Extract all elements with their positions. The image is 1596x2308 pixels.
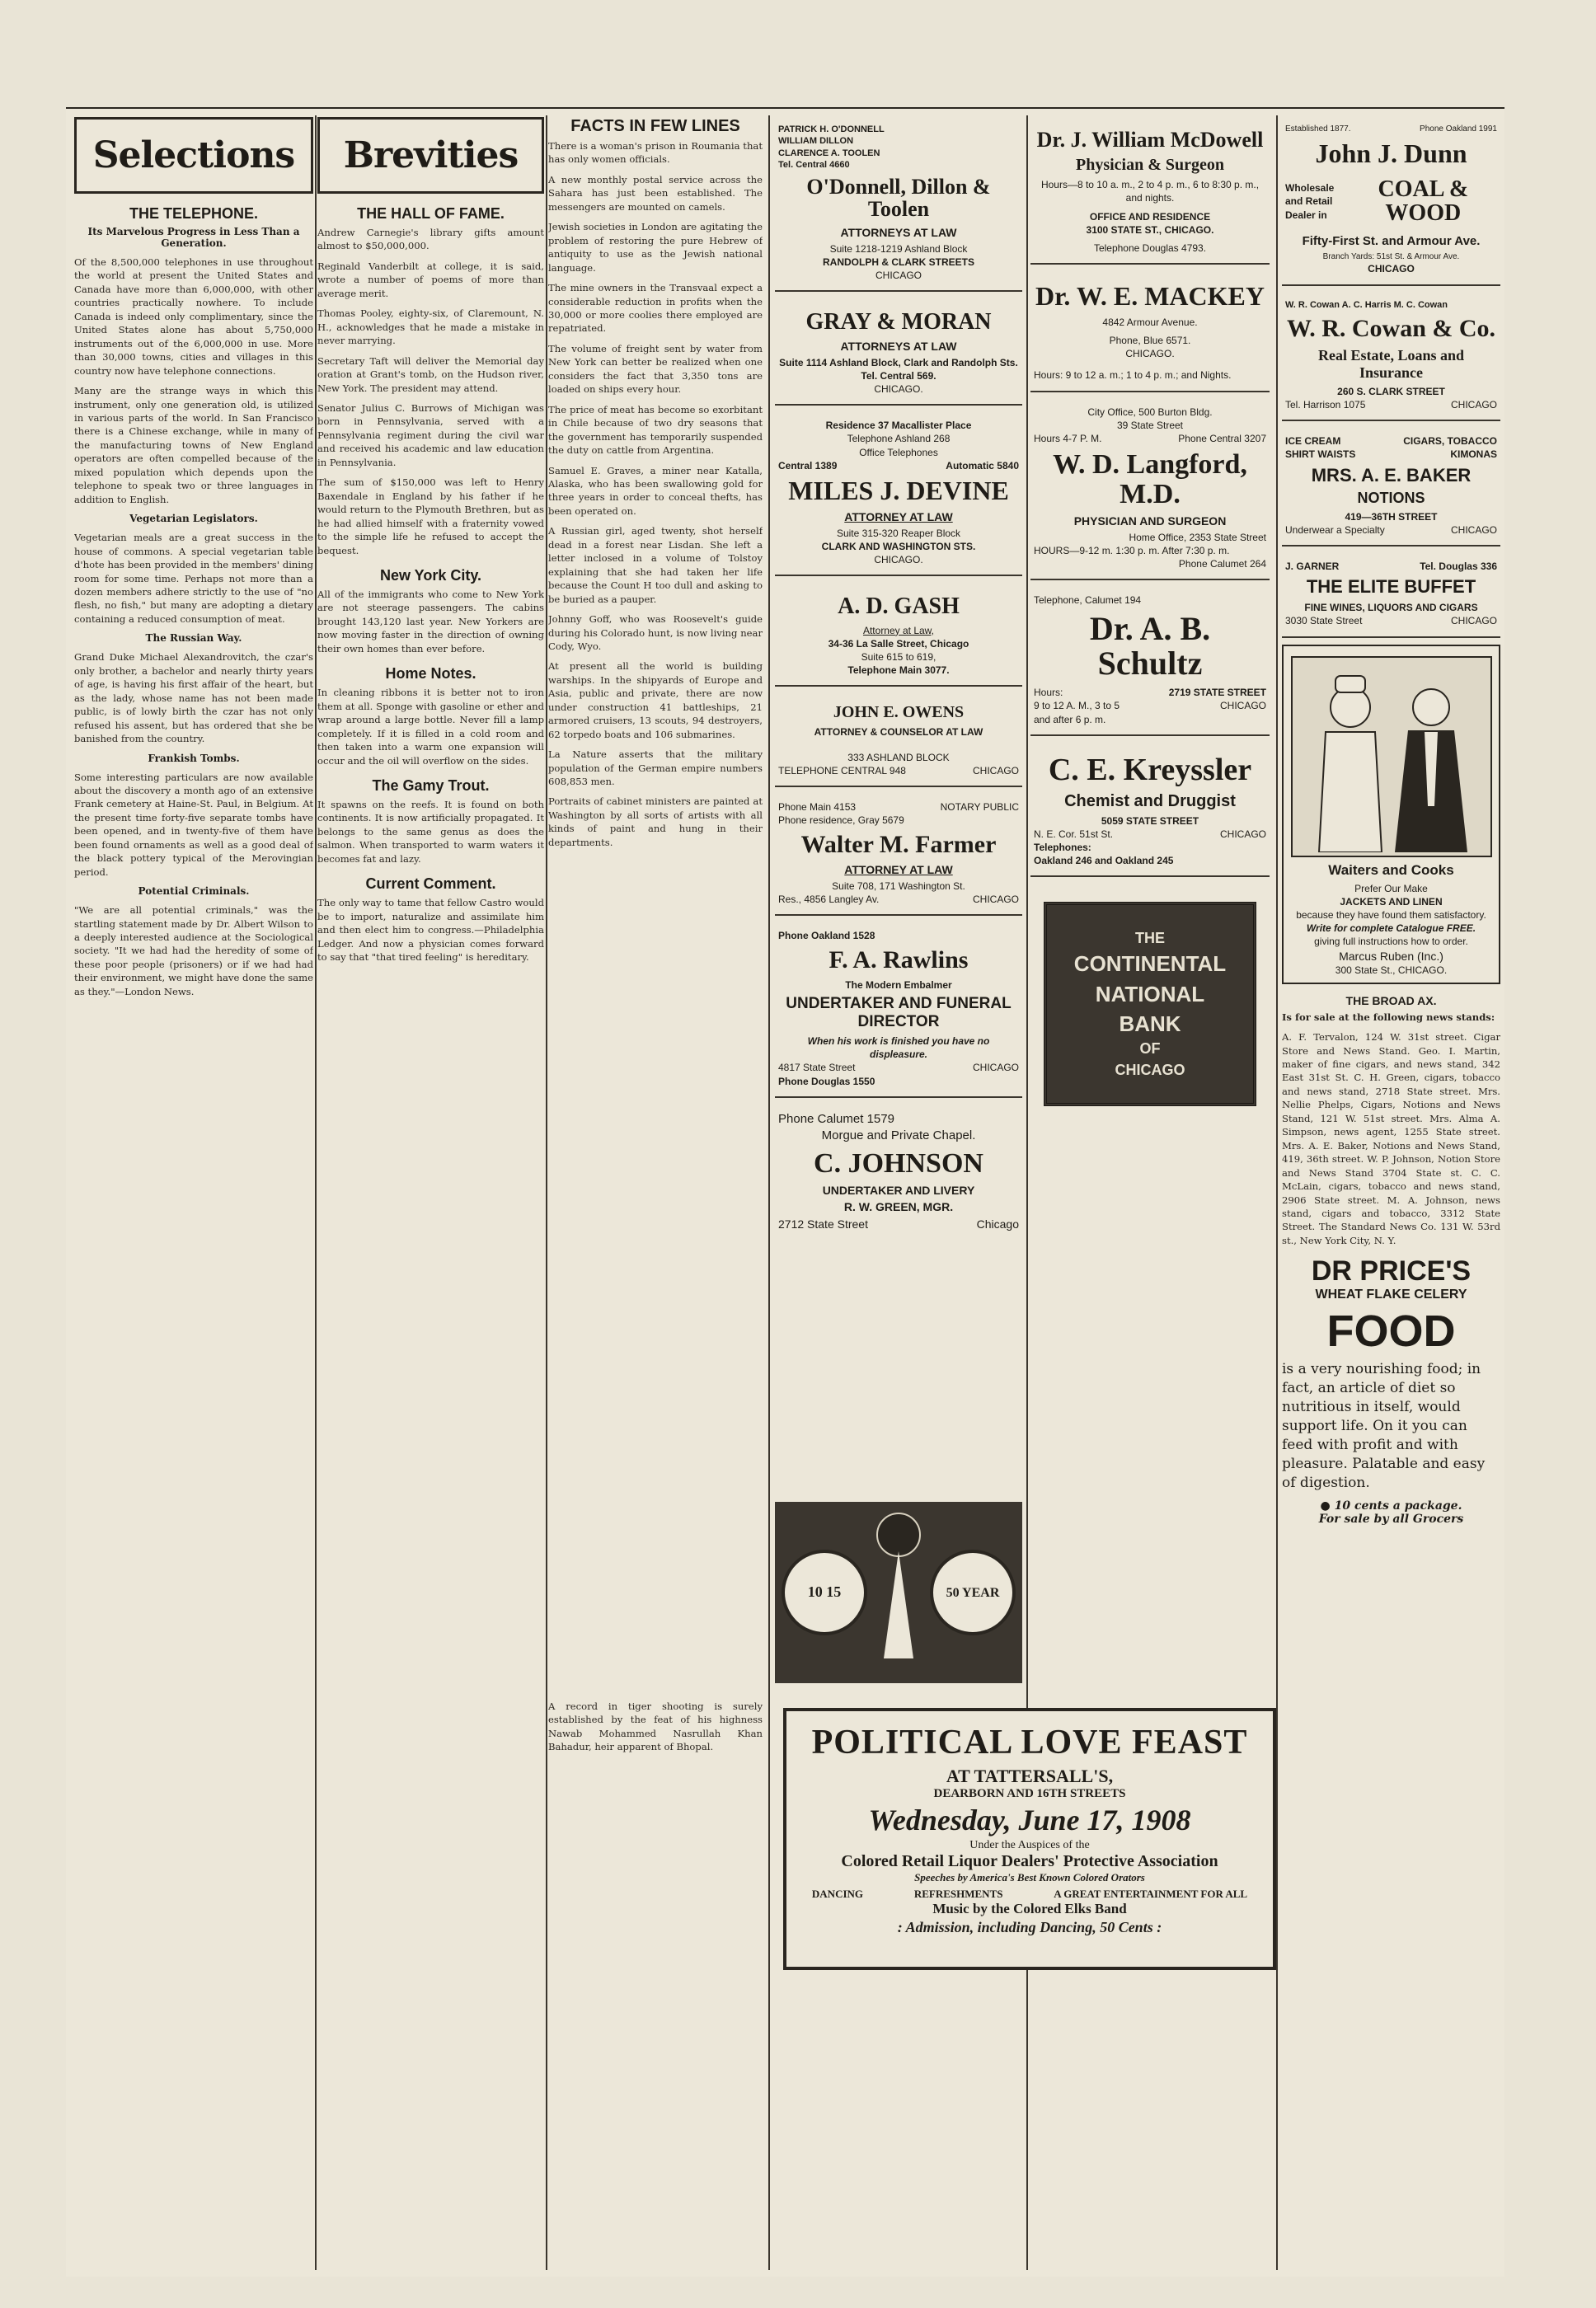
criminals-heading: Potential Criminals.	[138, 885, 250, 898]
elite-wines: FINE WINES, LIQUORS AND CIGARS	[1304, 602, 1478, 614]
feast-auspices: Under the Auspices of the	[969, 1839, 1090, 1851]
attorney-role: ATTORNEY AT LAW	[844, 862, 953, 876]
cowan-firm: W. R. Cowan & Co.	[1286, 315, 1496, 343]
garner-telephone: Tel. Douglas 336	[1420, 561, 1497, 573]
dunn-established: Established 1877.	[1285, 124, 1351, 134]
langford-hours: HOURS—9-12 m. 1:30 p. m. After 7:30 p. m.	[1034, 544, 1230, 556]
devine-ad	[775, 412, 1022, 576]
undertaker-manager: R. W. GREEN, MGR.	[843, 1199, 954, 1213]
dunn-address: Fifty-First St. and Armour Ave.	[1302, 233, 1481, 248]
baker-city: CHICAGO	[1450, 523, 1497, 536]
schultz-ad	[1030, 587, 1270, 736]
baker-address: 419—36TH STREET	[1345, 510, 1438, 523]
dunn-coal-ad	[1282, 117, 1500, 286]
facts-paragraph: There is a woman's prison in Roumania that has only women officials.	[548, 140, 763, 166]
medal-illustration	[775, 1502, 1022, 1683]
dr-prices-food-ad	[1282, 1255, 1500, 1526]
waiters-drawing	[1293, 658, 1487, 852]
automatic-phone: Automatic 5840	[946, 459, 1019, 471]
bank-line: CONTINENTAL	[1073, 951, 1227, 977]
medal-left-label: 10 15	[807, 1583, 842, 1600]
druggist-name: C. E. Kreyssler	[1048, 752, 1252, 787]
ad-telephone: Tel. Central 4660	[778, 159, 850, 170]
fame-paragraph: Thomas Pooley, eighty-six, of Claremount, N. H., acknowledges that he made a mistake in never marrying.	[317, 307, 544, 347]
elite-city: CHICAGO	[1450, 615, 1497, 627]
vegetarian-heading: Vegetarian Legislators.	[129, 513, 258, 525]
elite-name: THE ELITE BUFFET	[1306, 576, 1476, 598]
waiters-ad	[1282, 645, 1500, 984]
attorney-city: CHICAGO	[972, 764, 1019, 776]
waiters-text: because they have found them satisfactory.	[1296, 908, 1486, 921]
new-york-paragraph: All of the immigrants who come to New York are not steerage passengers. The cabins brought 143,120 last year. New Yorkers are now moving faster in the direction of owning their own homes than ever before.	[317, 588, 544, 654]
physician-city: CHICAGO.	[1125, 348, 1175, 360]
baker-item: SHIRT WAISTS	[1285, 448, 1356, 461]
firm-name: O'Donnell, Dillon & Toolen	[806, 175, 991, 222]
frankish-heading: Frankish Tombs.	[148, 752, 240, 764]
notary-label: NOTARY PUBLIC	[940, 800, 1019, 813]
cowan-services: Real Estate, Loans and Insurance	[1317, 346, 1465, 381]
baker-item: ICE CREAM	[1285, 435, 1341, 448]
langford-phone: Phone Central 3207	[1178, 432, 1266, 444]
partner-name: WILLIAM DILLON	[778, 136, 854, 147]
mcdowell-ad	[1030, 117, 1270, 265]
physician-address: 4842 Armour Avenue.	[1102, 316, 1198, 328]
firm-city: CHICAGO	[875, 270, 922, 282]
physician-hours: Hours—8 to 10 a. m., 2 to 4 p. m., 6 to 8:30 p. m., and nights.	[1040, 179, 1260, 204]
firm-address: Suite 1218-1219 Ashland Block	[829, 242, 968, 255]
druggist-city: CHICAGO	[1219, 828, 1266, 840]
dunn-wholesale: Wholesale and Retail Dealer in	[1285, 182, 1335, 221]
column-merchant-ads	[1282, 117, 1500, 2268]
bank-line: CHICAGO	[1115, 1061, 1185, 1078]
attorney-name: Walter M. Farmer	[800, 831, 997, 859]
fame-paragraph: Secretary Taft will deliver the Memorial day oration at Grant's tomb, on the Hudson river, New York. The president may attend.	[317, 354, 544, 394]
baker-ad	[1282, 428, 1500, 547]
cowan-partners: W. R. Cowan A. C. Harris M. C. Cowan	[1285, 299, 1448, 310]
feast-admission: : Admission, including Dancing, 50 Cents :	[897, 1919, 1162, 1935]
waiters-heading: Waiters and Cooks	[1328, 861, 1454, 878]
cowan-ad	[1282, 293, 1500, 422]
waiters-text: JACKETS AND LINEN	[1340, 895, 1443, 908]
undertaker-city: Chicago	[976, 1217, 1019, 1231]
attorney-role: ATTORNEY & COUNSELOR AT LAW	[814, 726, 983, 739]
schultz-telephone: Telephone, Calumet 194	[1034, 594, 1142, 607]
druggist-telephones-label: Telephones:	[1034, 842, 1091, 854]
druggist-corner: N. E. Cor. 51st St.	[1034, 828, 1114, 840]
facts-paragraph: The mine owners in the Transvaal expect a considerable reduction in profits when the 30,000 or more coolies there employed are repatriated.	[548, 282, 763, 335]
fame-paragraph: The sum of $150,000 was left to Henry Baxendale in England by his father if he would return to the Plymouth Brethren, but as he had allied himself with a fraternity vowed to the simple life he refused to accept the bequest.	[317, 476, 544, 556]
home-notes-paragraph: In cleaning ribbons it is better not to iron them at all. Sponge with gasoline or ether and wrap around a large bottle. Never fill a lamp completely. If it is filled in a cold room and then taken into a warm one expansion will occur and the oil will overflow on the sides.	[317, 687, 544, 767]
rawlins-ad	[775, 922, 1022, 1098]
telephone-line: Telephone Ashland 268	[847, 433, 951, 445]
facts-paragraph: Jewish societies in London are agitating the problem of restoring the pure Hebrew of antiquity to use as the Jewish national language.	[548, 221, 763, 274]
attorney-name: MILES J. DEVINE	[788, 476, 1009, 506]
facts-paragraph: The volume of freight sent by water from New York can better be realized when one considers the fact that 3,350 tons are loaded on ships every hour.	[548, 342, 763, 396]
home-notes-heading: Home Notes.	[385, 665, 476, 683]
bank-line: THE	[1134, 930, 1165, 947]
gash-ad	[775, 583, 1022, 687]
schultz-hours: 9 to 12 A. M., 3 to 5	[1034, 700, 1120, 712]
feast-music: Music by the Colored Elks Band	[932, 1901, 1127, 1916]
garner-name: J. GARNER	[1285, 561, 1340, 573]
undertaker-phone: Phone Douglas 1550	[778, 1075, 875, 1087]
langford-office: 39 State Street	[1116, 419, 1184, 431]
gray-moran-ad	[775, 298, 1022, 406]
schultz-evening-hours: and after 6 p. m.	[1034, 713, 1106, 725]
facts-paragraph: Portraits of cabinet ministers are painted at Washington by all sorts of artists with all kinds of paint and hung in their departments.	[548, 795, 763, 848]
column-rule	[1276, 115, 1278, 2270]
facts-paragraph: The price of meat has become so exorbitant in Chile because of two dry seasons that the government has temporarily suspended the duty on cattle from Argentina.	[548, 403, 763, 457]
attorney-city: CHICAGO.	[874, 554, 923, 566]
partner-name: CLARENCE A. TOOLEN	[778, 148, 880, 158]
attorney-address: Suite 708, 171 Washington St.	[832, 880, 965, 892]
bank-line: BANK	[1119, 1011, 1181, 1037]
mackey-ad	[1030, 271, 1270, 392]
food-brand: DR PRICE'S	[1311, 1255, 1472, 1288]
vegetarian-paragraph: Vegetarian meals are a great success in the house of commons. A special vegetarian table d'hote has been provided in the members' dining room for some time. Perhaps not more than a dozen members adhere strictly to the use of "no flesh, no fish," but many are adopting a dietary containing a reduced consumption of meat.	[74, 532, 313, 625]
telephone-line: Office Telephones	[859, 446, 938, 458]
undertaker-address: 4817 State Street	[778, 1062, 856, 1074]
baker-name: MRS. A. E. BAKER	[1311, 464, 1472, 486]
druggist-telephones: Oakland 246 and Oakland 245	[1034, 855, 1174, 867]
physician-telephone: Telephone Douglas 4793.	[1093, 242, 1207, 255]
attorney-residence: Res., 4856 Langley Av.	[778, 893, 880, 905]
food-word: FOOD	[1326, 1306, 1456, 1357]
attorney-address: 333 ASHLAND BLOCK	[847, 751, 950, 763]
attorney-address: Suite 315-320 Reaper Block	[836, 527, 961, 539]
feast-title: POLITICAL LOVE FEAST	[811, 1724, 1248, 1761]
firm-name: GRAY & MORAN	[805, 309, 992, 335]
russian-heading: The Russian Way.	[145, 632, 242, 645]
farmer-phone: Phone Main 4153	[778, 800, 857, 813]
medal-right-label: 50 YEAR	[946, 1586, 1000, 1600]
baker-item: KIMONAS	[1450, 448, 1497, 461]
fame-paragraph: Senator Julius C. Burrows of Michigan was born in Pennsylvania, served with a Pennsylvania regiment during the civil war and received his academic and law education in Pennsylvania.	[317, 401, 544, 468]
langford-home: Home Office, 2353 State Street	[1129, 531, 1266, 543]
column-rule	[315, 115, 317, 2270]
feast-dancing: DANCING	[811, 1888, 864, 1900]
physician-name: Dr. J. William McDowell	[1036, 128, 1264, 152]
column-attorney-ads	[775, 117, 1022, 1683]
druggist-role: Chemist and Druggist	[1064, 791, 1236, 810]
central-phone: Central 1389	[778, 459, 838, 471]
langford-office: City Office, 500 Burton Bldg.	[1087, 406, 1213, 418]
waiters-address: 300 State St., CHICAGO.	[1335, 964, 1448, 977]
gamy-trout-heading: The Gamy Trout.	[372, 776, 490, 794]
selections-masthead: Selections	[74, 117, 313, 194]
column-rule	[768, 115, 770, 2270]
attorney-address: CLARK AND WASHINGTON STS.	[821, 540, 976, 552]
owens-ad	[775, 693, 1022, 787]
schultz-city: CHICAGO	[1219, 700, 1266, 712]
feast-streets: DEARBORN AND 16TH STREETS	[933, 1787, 1126, 1800]
column-facts-continued	[548, 1700, 763, 2268]
firm-role: ATTORNEYS AT LAW	[840, 225, 957, 239]
elite-address: 3030 State Street	[1285, 615, 1363, 627]
food-subtitle: WHEAT FLAKE CELERY	[1315, 1288, 1467, 1302]
dunn-phone: Phone Oakland 1991	[1420, 124, 1497, 134]
attorney-name: A. D. GASH	[838, 593, 960, 620]
column-physician-ads	[1030, 117, 1270, 1683]
attorney-city: CHICAGO	[972, 893, 1019, 905]
odonnell-ad	[775, 117, 1022, 292]
facts-paragraph: A Russian girl, aged twenty, shot herself dead in a forest near Lisdan. She left a letter inclosed in a volume of Tolstoy explaining that she had taken her life because the Count H too dull and asking to be buried as a pauper.	[548, 525, 763, 605]
hall-of-fame-heading: THE HALL OF FAME.	[357, 205, 505, 222]
dunn-coal-wood: COAL & WOOD	[1378, 176, 1469, 227]
dunn-branch: Branch Yards: 51st St. & Armour Ave.	[1322, 251, 1460, 261]
broad-ax-list: A. F. Tervalon, 124 W. 31st street. Cigar Store and News Stand. Geo. I. Martin, maker of fine cigars, and news stand, 342 East 31st St. C. H. Green, cigars, tobacco and news stand, 2718 State street. Mrs. Nellie Phelps, Cigars, Notions and News Stand, 121 W. 51st street. Mrs. Alma A. Simpson, news agent, 1255 State street. Mrs. A. E. Baker, Notions and News Stand, 419, 36th street. W. P. Johnson, Notion Store and News Stand 3704 State st. C. C. McLain, cigars, tobacco and news stand, 2906 State street. M. A. Johnson, news stand, cigars and tobacco, 3312 State Street. The Standard News Co. 131 W. 53rd st., New York City, N. Y.	[1282, 1031, 1500, 1246]
feast-date: Wednesday, June 17, 1908	[868, 1804, 1191, 1837]
feast-association: Colored Retail Liquor Dealers' Protective Association	[841, 1852, 1218, 1870]
attorney-name: JOHN E. OWENS	[833, 703, 965, 722]
political-love-feast-ad	[783, 1708, 1276, 1970]
physician-office: OFFICE AND RESIDENCE	[1089, 210, 1211, 223]
telephone-paragraph: Of the 8,500,000 telephones in use throughout the world at present the United States and Canada have more than 6,000,000, with other countries practically nowhere. To include Canada is indeed only complimentary, since the United States alone has about 5,750,000 instruments out of the 6,000,000 in use. More than 30,000 towns, cities and villages in this country now have telephone connections.	[74, 256, 313, 377]
farmer-ad	[775, 794, 1022, 916]
facts-heading: FACTS IN FEW LINES	[570, 117, 740, 135]
johnson-chapel: Morgue and Private Chapel.	[821, 1128, 976, 1143]
fame-paragraph: Andrew Carnegie's library gifts amount almost to $50,000,000.	[317, 227, 544, 252]
physician-name: Dr. A. B. Schultz	[1089, 610, 1211, 683]
bank-line: OF	[1139, 1040, 1161, 1058]
facts-paragraph: Samuel E. Graves, a miner near Katalla, Alaska, who has been swallowing gold for three years in order to conceal thefts, has been operated on.	[548, 464, 763, 517]
fame-paragraph: Reginald Vanderbilt at college, it is said, wrote a number of poems of more than average merit.	[317, 260, 544, 299]
brevities-masthead: Brevities	[317, 117, 544, 194]
firm-city: CHICAGO.	[874, 383, 923, 396]
facts-paragraph: At present all the world is building warships. In the shipyards of Europe and Asia, public and private, there are now under construction 41 battleships, 21 armored cruisers, 13 scouts, 94 destroyers, 62 torpedo boats and 106 submarines.	[548, 660, 763, 740]
physician-role: Physician & Surgeon	[1075, 156, 1225, 175]
frankish-paragraph: Some interesting particulars are now available about the discovery a month ago of an extensive Frank cemetery at Haine-St. Paul, in Belgium. At the present time forty-five separate tombs have been opened, and in twenty-five of them have been found ornaments as well as a good deal of the black pottery typical of the Merovingian period.	[74, 771, 313, 878]
dunn-name: John J. Dunn	[1315, 138, 1467, 168]
undertaker-role: UNDERTAKER AND FUNERAL DIRECTOR	[786, 995, 1012, 1031]
physician-role: PHYSICIAN AND SURGEON	[1073, 514, 1227, 528]
russian-paragraph: Grand Duke Michael Alexandrovitch, the czar's only brother, a bachelor and nearly thirty years of age, is having his first affair of the heart, but as the lady, whose name has not been made public, is of lowly birth the czar has not only refused his assent, but has ordered that she be banished from the country.	[74, 651, 313, 745]
baker-item: CIGARS, TOBACCO	[1403, 435, 1497, 448]
current-comment-heading: Current Comment.	[365, 875, 496, 893]
firm-role: ATTORNEYS AT LAW	[840, 339, 957, 353]
waiters-text: Write for complete Catalogue FREE.	[1306, 922, 1476, 935]
baker-specialty: Underwear a Specialty	[1285, 523, 1385, 536]
physician-name: W. D. Langford, M.D.	[1053, 449, 1247, 509]
column-rule	[546, 115, 547, 2270]
undertaker-city: CHICAGO	[972, 1062, 1019, 1074]
elite-buffet-ad	[1282, 553, 1500, 638]
farmer-residence-phone: Phone residence, Gray 5679	[778, 814, 904, 827]
feast-venue: AT TATTERSALL'S,	[946, 1766, 1114, 1786]
bank-line: NATIONAL	[1095, 981, 1205, 1006]
cowan-city: CHICAGO	[1450, 399, 1497, 411]
current-comment-paragraph: The only way to tame that fellow Castro would be to import, naturalize and assimilate him and then elect him to congress.—Philadelphia Ledger. And now a physician comes forward to say that "that tired feeling" is hereditary.	[317, 897, 544, 964]
facts-paragraph: A record in tiger shooting is surely established by the feat of his highness Nawab Mohammed Nasrullah Khan Bahadur, heir apparent of Bhopal.	[548, 1701, 763, 1753]
column-selections	[74, 117, 313, 2268]
food-sale: For sale by all Grocers	[1318, 1512, 1464, 1526]
druggist-address: 5059 STATE STREET	[1101, 814, 1199, 827]
undertaker-address: 2712 State Street	[778, 1217, 868, 1231]
feast-refreshments: REFRESHMENTS	[913, 1888, 1003, 1900]
schultz-address: 2719 STATE STREET	[1168, 687, 1266, 699]
telephone-heading: THE TELEPHONE.	[129, 205, 258, 222]
food-price: ● 10 cents a package.	[1320, 1499, 1462, 1513]
dunn-city: CHICAGO	[1368, 263, 1415, 275]
schultz-hours-label: Hours:	[1034, 687, 1063, 699]
attorney-role: ATTORNEY AT LAW	[844, 509, 953, 523]
langford-hours: Hours 4-7 P. M.	[1034, 432, 1102, 444]
physician-address: 3100 STATE ST., CHICAGO.	[1086, 223, 1214, 236]
johnson-ad	[775, 1105, 1022, 1241]
attorney-phone: Telephone Main 3077.	[847, 664, 950, 677]
waiters-text: Prefer Our Make	[1354, 882, 1428, 894]
column-brevities	[317, 117, 544, 2268]
baker-notions: NOTIONS	[1357, 489, 1425, 506]
waiters-text: giving full instructions how to order.	[1314, 936, 1468, 948]
undertaker-subtitle: The Modern Embalmer	[845, 978, 952, 991]
feast-entertainment: A GREAT ENTERTAINMENT FOR ALL	[1054, 1888, 1248, 1900]
newspaper-page	[66, 107, 1504, 2277]
attorney-phone: TELEPHONE CENTRAL 948	[778, 764, 906, 776]
facts-paragraph: A new monthly postal service across the Sahara has just been established. The messengers are mounted on camels.	[548, 173, 763, 213]
column-facts	[548, 117, 763, 1683]
cowan-telephone: Tel. Harrison 1075	[1285, 399, 1366, 411]
cowan-address: 260 S. CLARK STREET	[1337, 385, 1445, 397]
attorney-address: 34-36 La Salle Street, Chicago	[828, 637, 969, 650]
rawlins-phone: Phone Oakland 1528	[778, 930, 875, 942]
langford-ad	[1030, 399, 1270, 581]
johnson-phone: Phone Calumet 1579	[778, 1111, 894, 1126]
residence-line: Residence 37 Macallister Place	[825, 420, 972, 432]
kreyssler-ad	[1030, 743, 1270, 878]
medal-advert	[775, 1502, 1022, 1683]
food-description: is a very nourishing food; in fact, an article of diet so nutritious in itself, would support life. On it you can feed with profit and with pleasure. Palatable and easy of digestion.	[1282, 1361, 1486, 1491]
partner-name: PATRICK H. O'DONNELL	[778, 124, 885, 134]
undertaker-name: F. A. Rawlins	[829, 946, 969, 974]
physician-hours: Hours: 9 to 12 a. m.; 1 to 4 p. m.; and Nights.	[1034, 369, 1232, 382]
facts-paragraph: Johnny Goff, who was Roosevelt's guide during his Colorado hunt, is now living near Cody, Wyo.	[548, 613, 763, 652]
telephone-subheading: Its Marvelous Progress in Less Than a Generation.	[87, 226, 300, 249]
facts-paragraph: La Nature asserts that the military population of the German empire numbers 608,853 men.	[548, 748, 763, 788]
telephone-paragraph: Many are the strange ways in which this instrument, only one generation old, is utilized in various parts of the world. In San Francisco there is a Chinese exchange, while in many of the manufacturing towns of New England operators are often compelled because of the mixed population which depends upon the telephone to speak two or three languages in addition to English.	[74, 385, 313, 505]
physician-phone: Phone, Blue 6571.	[1109, 335, 1191, 347]
new-york-heading: New York City.	[379, 566, 482, 584]
attorney-suite: Suite 615 to 619,	[861, 650, 936, 663]
broad-ax-heading: THE BROAD AX.	[1345, 993, 1437, 1007]
physician-name: Dr. W. E. MACKEY	[1035, 281, 1265, 312]
undertaker-role: UNDERTAKER AND LIVERY	[822, 1183, 975, 1197]
continental-bank-ad	[1044, 902, 1256, 1106]
undertaker-note: When his work is finished you have no displeasure.	[807, 1035, 990, 1061]
gamy-trout-paragraph: It spawns on the reefs. It is found on both continents. It is now artificially propagated. It belongs to the same genus as does the salmon. When transported to warm waters it becomes fat and lazy.	[317, 798, 544, 865]
waiters-illustration	[1291, 656, 1492, 857]
firm-address: Suite 1114 Ashland Block, Clark and Randolph Sts. Tel. Central 569.	[779, 356, 1018, 382]
broad-ax-intro: Is for sale at the following news stands:	[1282, 1011, 1495, 1023]
firm-address: RANDOLPH & CLARK STREETS	[822, 256, 974, 268]
langford-phone: Phone Calumet 264	[1178, 557, 1266, 570]
criminals-paragraph: "We are all potential criminals," was the startling statement made by Dr. Albert Wilson to a deeply interested audience at the Sociological society. "It we had had the heredity of some of these poor people (prisoners) or if we had had their environment, we might have done the same as they."—London News.	[74, 904, 313, 997]
feast-speeches: Speeches by America's Best Known Colored Orators	[914, 1871, 1145, 1883]
waiters-firm: Marcus Ruben (Inc.)	[1339, 949, 1443, 963]
attorney-role: Attorney at Law,	[862, 624, 935, 636]
undertaker-name: C. JOHNSON	[814, 1148, 983, 1180]
